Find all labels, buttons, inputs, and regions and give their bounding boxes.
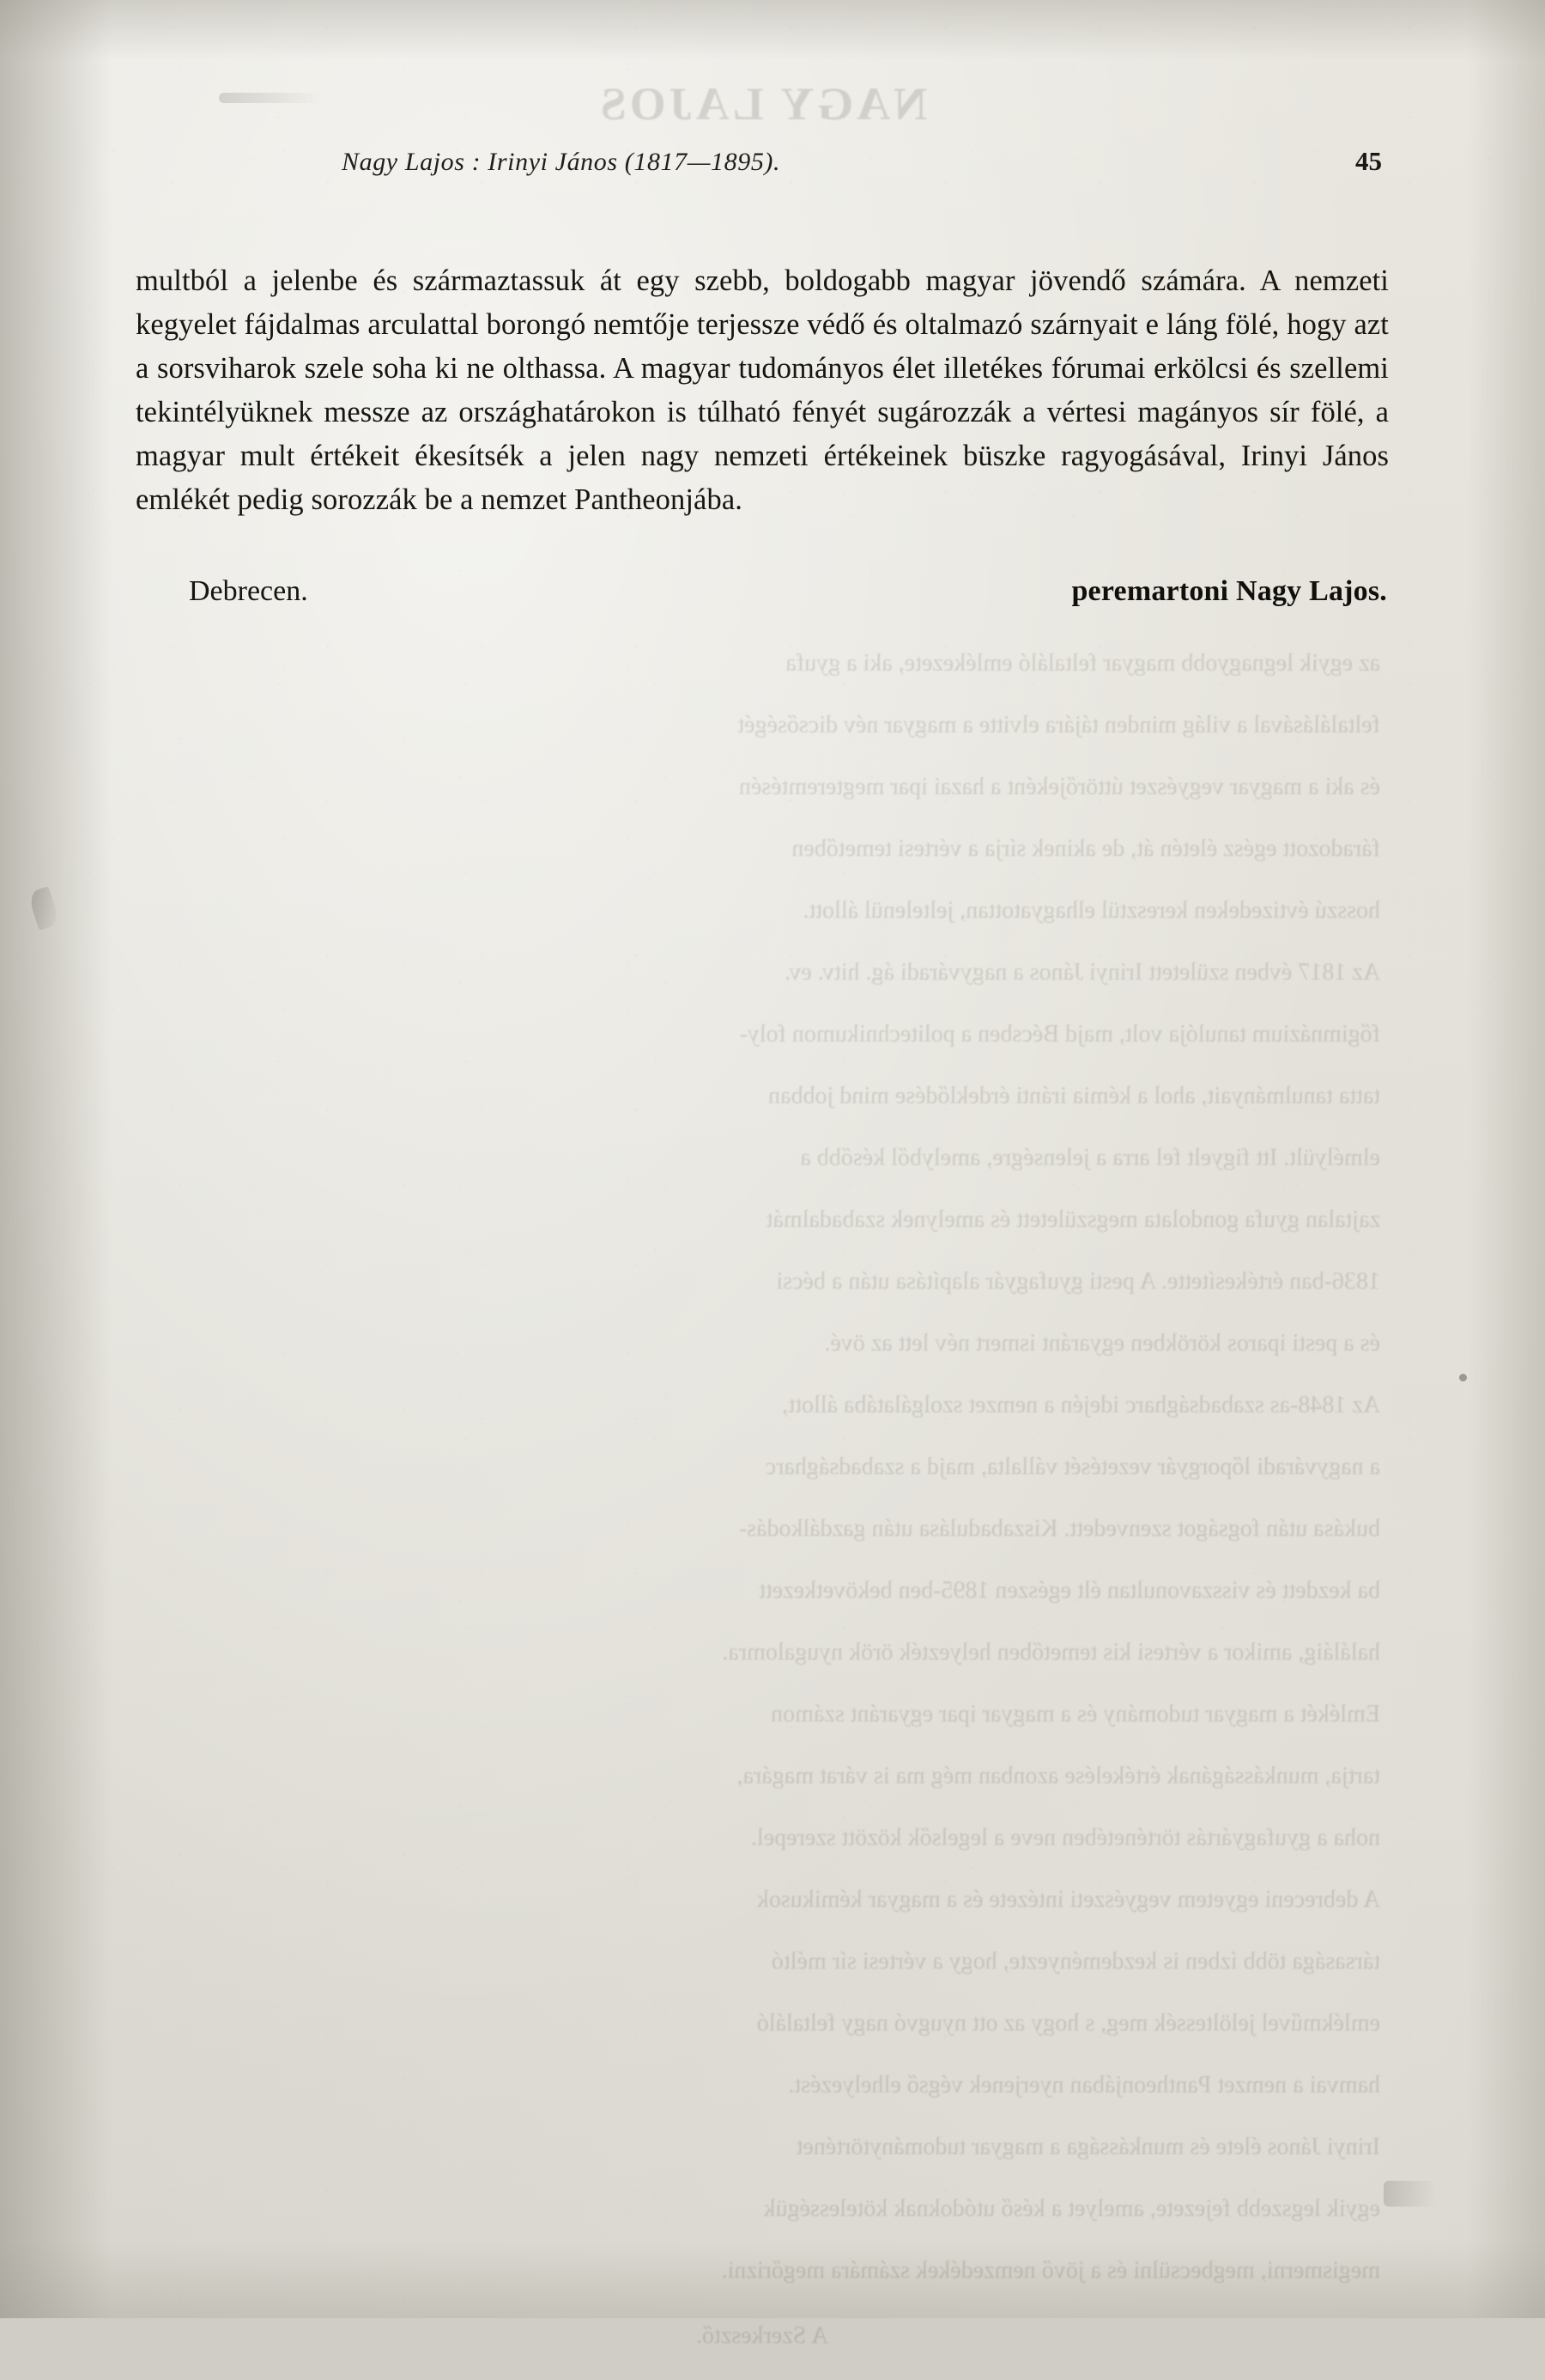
bleed-through-line: és a pesti iparos körökben egyaránt ismert név lett az övé. (824, 1330, 1380, 1357)
bleed-through-line: megismerni, megbecsülni és a jövő nemzedékek számára megőrizni. (721, 2257, 1380, 2284)
scan-shadow-top (0, 0, 1545, 60)
bleed-through-line: A debreceni egyetem vegyészeti intézete és a magyar kémikusok (756, 1886, 1380, 1913)
page-number: 45 (1355, 146, 1382, 176)
bleed-through-line: Irinyi János élete és munkássága a magyar tudománytörténet (796, 2134, 1380, 2160)
body-paragraph: multból a jelenbe és származtassuk át egy szebb, boldogabb magyar jövendő számára. A nemzeti kegyelet fájdalmas arculattal borongó nemtője terjessze védő és oltalmazó szárnyait e láng fölé, hogy azt a sorsviharok szele soha ki ne olthassa. A magyar tudományos élet illetékes fórumai erkölcsi és szellemi tekintélyüknek messze az országhatárokon is túlható fényét sugározzák a vértesi magányos sír fölé, a magyar mult értékeit ékesítsék a jelen nagy nemzeti értékeinek büszke ragyogásával, Irinyi János emlékét pedig sorozzák be a nemzet Pantheonjába. (136, 264, 1389, 516)
bleed-through-heading: NAGY LAJOS (597, 78, 928, 130)
page-content (136, 146, 1394, 608)
bleed-through-line: egyik legszebb fejezete, amelyet a késő utódoknak kötelességük (763, 2195, 1380, 2222)
bleed-through-line: Az 1848-as szabadságharc idején a nemzet szolgálatába állott, (782, 1392, 1380, 1418)
signature-author: peremartoni Nagy Lajos. (1071, 575, 1387, 607)
bleed-through-line: az egyik legnagyobb magyar feltaláló emlékezete, aki a gyufa (785, 650, 1380, 677)
bleed-through-line: haláláig, amikor a vértesi kis temetőben helyezték örök nyugalomra. (722, 1639, 1380, 1666)
bleed-through-line: 1836-ban értékesítette. A pesti gyufagyár alapítása után a bécsi (776, 1268, 1380, 1295)
bleed-through-line: bukása után fogságot szenvedett. Kiszabadulása után gazdálkodás- (738, 1515, 1380, 1542)
running-head (136, 146, 1394, 177)
bleed-through-line: feltalálásával a világ minden tájára elvitte a magyar név dicsőségét (737, 712, 1380, 738)
bleed-through-line: zajtalan gyufa gondolata megszületett és amelynek szabadalmát (766, 1206, 1380, 1233)
signature-block (136, 575, 1394, 608)
bleed-through-line: noha a gyufagyártás történetében neve a legelsők között szerepel. (750, 1824, 1380, 1851)
bleed-through-line: emlékművel jelöltessék meg, s hogy az ott nyugvó nagy feltaláló (756, 2010, 1380, 2037)
bleed-through-line: a nagyváradi lőporgyár vezetését vállalta, majd a szabadságharc (765, 1454, 1380, 1480)
bleed-through-line: tatta tanulmányait, ahol a kémia iránti érdeklődése mind jobban (768, 1083, 1380, 1109)
bleed-through-signature: A Szerkesztő. (696, 2322, 828, 2349)
bleed-through-line: fáradozott egész életén át, de akinek sírja a vértesi temetőben (791, 835, 1380, 862)
scan-shadow-bottom (0, 2241, 1545, 2318)
bleed-through-line: Emlékét a magyar tudomány és a magyar ipar egyaránt számon (771, 1701, 1380, 1727)
bleed-through-line: hosszú évtizedeken keresztül elhagyatottan, jeltelenül állott. (803, 897, 1380, 924)
bleed-through-line: tartja, munkásságának értékelése azonban még ma is várat magára, (736, 1763, 1380, 1789)
bleed-through-line: Az 1817 évben született Irinyi János a nagyváradi ág. hitv. ev. (785, 959, 1380, 986)
paper-streak (219, 93, 322, 103)
scan-shadow-left (0, 0, 112, 2318)
scan-shadow-right (1468, 0, 1545, 2318)
paper-smudge (1384, 2181, 1435, 2207)
bleed-through-line: és aki a magyar vegyészet úttörőjeként a hazai ipar megteremtésén (738, 774, 1380, 800)
paper-blemish (27, 886, 61, 931)
running-head-title: Nagy Lajos : Irinyi János (1817—1895). (342, 148, 781, 176)
bleed-through-line: ba kezdett és visszavonultan élt egészen 1895-ben bekövetkezett (759, 1577, 1380, 1604)
signature-place: Debrecen. (189, 575, 308, 607)
bleed-through-line: elmélyült. Itt figyelt fel arra a jelenségre, amelyből később a (800, 1144, 1380, 1171)
paper-speck (1459, 1374, 1467, 1381)
bleed-through-line: társasága több ízben is kezdeményezte, hogy a vértesi sír méltó (771, 1948, 1380, 1975)
bleed-through-line: hamvai a nemzet Pantheonjában nyerjenek végső elhelyezést. (788, 2072, 1380, 2098)
bleed-through-line: főgimnázium tanulója volt, majd Bécsben a politechnikumon foly- (739, 1021, 1380, 1047)
